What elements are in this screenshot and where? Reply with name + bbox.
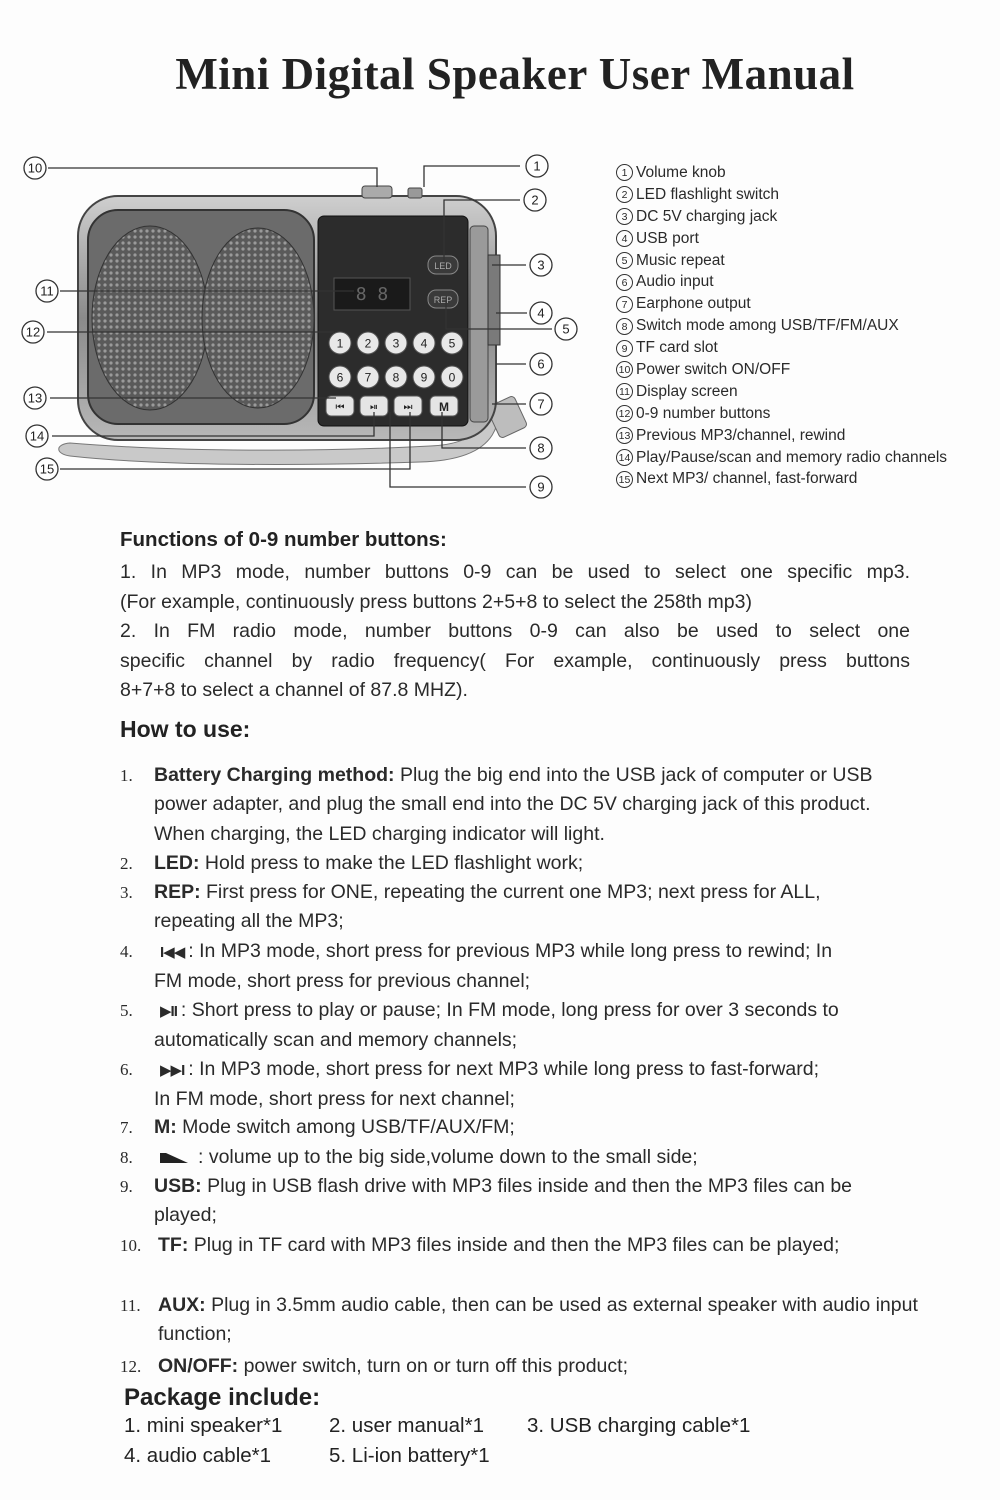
howto-item: 1. Battery Charging method: Plug the big end into the USB jack of computer or USB power adapter, and plug the small end into the DC 5V charging jack of this product. When charging, the LED charging indicator will light.: [120, 764, 873, 845]
number-circle: 14: [616, 449, 633, 466]
number-circle: 11: [616, 383, 633, 400]
number-circle: 6: [616, 274, 633, 291]
legend-label: TF card slot: [636, 339, 718, 357]
howto-item: 4. I◀◀ : In MP3 mode, short press for previous MP3 while long press to rewind; In FM mode, short press for previous channel;: [120, 940, 833, 993]
svg-text:M: M: [439, 400, 449, 414]
svg-text:12: 12: [25, 324, 41, 340]
svg-text:3: 3: [392, 336, 400, 351]
legend-item: [616, 447, 947, 469]
howto-item: 8. : volume up to the big side,volume down to the small side;: [120, 1146, 698, 1168]
number-circle: 4: [616, 230, 633, 247]
functions-text: 1. In MP3 mode, number buttons 0-9 can be used to select one specific mp3. (For example, continuously press buttons 2+5+8 to select the 258th mp3) 2. In FM radio mode, number buttons 0-9 can also be used to select one specific channel by radio frequency( For example, continuously press buttons 8+7+8 to select a channel of 87.8 MHZ).: [120, 561, 910, 701]
play-pause-icon: ▶II: [160, 1003, 177, 1020]
legend-label: Display screen: [636, 382, 738, 400]
legend-item: [616, 315, 947, 337]
legend-item: [616, 271, 947, 293]
svg-text:3: 3: [537, 257, 545, 273]
svg-text:5: 5: [448, 336, 456, 351]
callout-marker: [530, 393, 552, 415]
svg-text:0: 0: [448, 370, 456, 385]
page-title: Mini Digital Speaker User Manual: [175, 49, 855, 99]
legend-item: [616, 468, 947, 490]
legend-label: DC 5V charging jack: [636, 207, 778, 225]
svg-text:2: 2: [531, 192, 539, 208]
number-key: [357, 366, 379, 388]
number-key: [385, 366, 407, 388]
legend-item: [616, 206, 947, 228]
display-digits: 8 8: [355, 284, 389, 305]
callout-marker: [22, 321, 44, 343]
speaker-grille-right: [202, 228, 314, 408]
svg-text:1: 1: [336, 336, 344, 351]
transport-key: [326, 396, 354, 416]
number-key: [441, 366, 463, 388]
svg-text:6: 6: [537, 356, 545, 372]
number-circle: 9: [616, 340, 633, 357]
number-circle: 3: [616, 208, 633, 225]
legend-label: LED flashlight switch: [636, 185, 780, 203]
callout-marker: [555, 318, 577, 340]
package-item: 3. USB charging cable*1: [527, 1414, 751, 1437]
callout-marker: [24, 157, 46, 179]
svg-text:9: 9: [420, 370, 428, 385]
callout-marker: [530, 437, 552, 459]
callout-marker: [530, 476, 552, 498]
number-key: [413, 332, 435, 354]
howto-item: 9. USB: Plug in USB flash drive with MP3 files inside and then the MP3 files can be played;: [120, 1175, 853, 1227]
callout-marker: [26, 425, 48, 447]
previous-icon: I◀◀: [160, 944, 185, 961]
legend-label: Power switch ON/OFF: [636, 361, 791, 379]
number-circle: 1: [616, 164, 633, 181]
legend-label: Earphone output: [636, 295, 751, 313]
legend-item: [616, 381, 947, 403]
svg-text:LED: LED: [434, 261, 452, 271]
number-key: [441, 332, 463, 354]
speaker-grille-left: [92, 226, 208, 410]
functions-heading: Functions of 0-9 number buttons:: [120, 528, 447, 551]
speaker-diagram: [0, 140, 600, 510]
svg-text:6: 6: [336, 370, 344, 385]
callout-marker: [524, 189, 546, 211]
svg-text:8: 8: [537, 440, 545, 456]
svg-text:7: 7: [537, 396, 545, 412]
number-circle: 7: [616, 296, 633, 313]
legend-label: 0-9 number buttons: [636, 404, 771, 422]
callout-marker: [530, 302, 552, 324]
package-row-2: [124, 1444, 490, 1468]
callout-marker: [24, 387, 46, 409]
svg-text:⏯: ⏯: [370, 402, 378, 413]
volume-wedge-icon: [158, 1152, 190, 1164]
howto-item: 10. TF: Plug in TF card with MP3 files inside and then the MP3 files can be played;: [120, 1234, 840, 1256]
callout-marker: [36, 280, 58, 302]
legend-label: Audio input: [636, 273, 714, 291]
svg-text:11: 11: [40, 283, 54, 299]
transport-key: [394, 396, 422, 416]
legend-item: [616, 184, 947, 206]
legend-item: [616, 403, 947, 425]
svg-text:REP: REP: [433, 295, 453, 305]
howto-heading: How to use:: [120, 716, 251, 742]
package-heading: Package include:: [124, 1384, 321, 1411]
legend-item: [616, 293, 947, 315]
package-row-1: [124, 1414, 750, 1438]
number-key: [413, 366, 435, 388]
howto-item: 6. ▶▶I : In MP3 mode, short press for next MP3 while long press to fast-forward; In FM mode, short press for next channel;: [120, 1058, 820, 1111]
svg-text:14: 14: [29, 428, 45, 444]
howto-item: 7. M: Mode switch among USB/TF/AUX/FM;: [120, 1116, 515, 1138]
legend-label: Switch mode among USB/TF/FM/AUX: [636, 317, 899, 335]
legend-item: [616, 250, 947, 272]
svg-text:8: 8: [392, 370, 400, 385]
number-circle: 15: [616, 471, 633, 488]
svg-text:⏭: ⏭: [403, 402, 413, 413]
svg-text:7: 7: [364, 370, 372, 385]
legend-label: Next MP3/ channel, fast-forward: [636, 470, 858, 488]
svg-text:15: 15: [39, 461, 55, 477]
number-circle: 13: [616, 427, 633, 444]
number-circle: 12: [616, 405, 633, 422]
howto-item: 3. REP: First press for ONE, repeating the current one MP3; next press for ALL, repeating all the MP3;: [120, 881, 821, 933]
howto-item: 12. ON/OFF: power switch, turn on or turn off this product;: [120, 1355, 628, 1377]
number-key: [357, 332, 379, 354]
svg-text:4: 4: [420, 336, 428, 351]
number-circle: 2: [616, 186, 633, 203]
package-item: 1. mini speaker*1: [124, 1414, 283, 1437]
parts-legend: [616, 162, 947, 490]
number-circle: 5: [616, 252, 633, 269]
number-circle: 10: [616, 361, 633, 378]
svg-text:10: 10: [27, 160, 43, 176]
number-circle: 8: [616, 318, 633, 335]
next-icon: ▶▶I: [160, 1062, 185, 1079]
callout-marker: [530, 254, 552, 276]
legend-label: USB port: [636, 229, 699, 247]
legend-item: [616, 425, 947, 447]
svg-text:1: 1: [533, 158, 541, 174]
svg-text:2: 2: [364, 336, 372, 351]
callout-marker: [526, 155, 548, 177]
howto-item: 5. ▶II : Short press to play or pause; In FM mode, long press for over 3 seconds to automatically scan and memory channels;: [120, 999, 839, 1052]
legend-item: [616, 228, 947, 250]
callout-marker: [36, 458, 58, 480]
svg-text:4: 4: [537, 305, 545, 321]
number-key: [385, 332, 407, 354]
legend-label: Music repeat: [636, 251, 725, 269]
number-key: [329, 366, 351, 388]
howto-item: 11. AUX: Plug in 3.5mm audio cable, then can be used as external speaker with audio input function;: [120, 1294, 918, 1346]
svg-text:9: 9: [537, 479, 545, 495]
legend-label: Play/Pause/scan and memory radio channels: [636, 448, 948, 466]
package-item: 4. audio cable*1: [124, 1444, 272, 1467]
svg-text:⏮: ⏮: [335, 402, 345, 413]
legend-item: [616, 337, 947, 359]
legend-item: [616, 359, 947, 381]
svg-text:13: 13: [27, 390, 43, 406]
package-item: 5. Li-ion battery*1: [329, 1444, 490, 1467]
number-key: [329, 332, 351, 354]
legend-label: Previous MP3/channel, rewind: [636, 426, 846, 444]
callout-marker: [530, 353, 552, 375]
package-item: 2. user manual*1: [329, 1414, 484, 1437]
legend-item: [616, 162, 947, 184]
howto-item: 2. LED: Hold press to make the LED flashlight work;: [120, 852, 584, 874]
legend-label: Volume knob: [636, 164, 726, 181]
svg-text:5: 5: [562, 321, 570, 337]
